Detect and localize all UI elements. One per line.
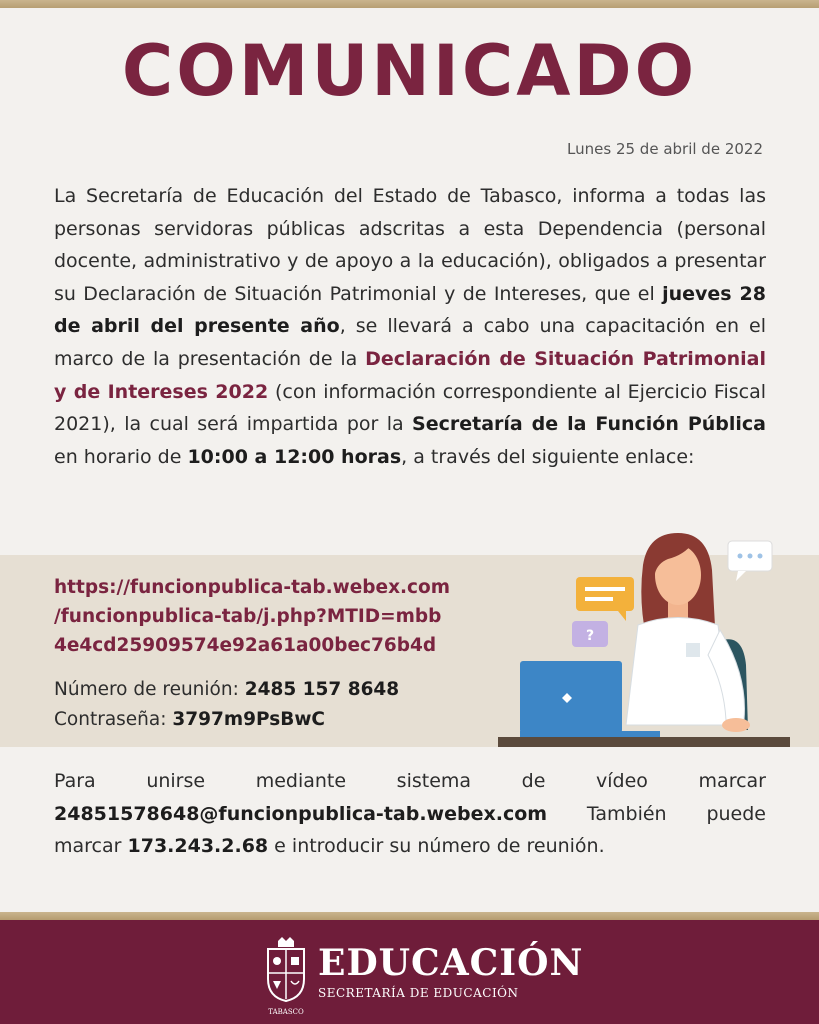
event-date: jueves 28 de abril del presente año — [54, 282, 766, 338]
footer-subtitle: SECRETARÍA DE EDUCACIÓN — [318, 986, 519, 1000]
woman-at-laptop-illustration — [498, 525, 798, 755]
announcement-paragraph — [54, 180, 766, 473]
chat-bubble-icon — [576, 577, 634, 621]
webex-link[interactable] — [54, 573, 504, 660]
meeting-password-value: 3797m9PsBwC — [172, 709, 326, 730]
video-dial-paragraph — [54, 765, 766, 863]
logo-state-label: TABASCO — [268, 1008, 304, 1016]
video-text-3: e introducir su número de reunión. — [268, 835, 605, 858]
body-text-4: en horario de — [54, 445, 188, 468]
body-text-2: , se llevará a cabo una capacitación en el marco de la presentación de la — [54, 315, 766, 370]
ellipsis-bubble-icon — [728, 541, 772, 581]
meeting-number-row — [54, 675, 494, 705]
meeting-password-row — [54, 705, 494, 735]
date-line: Lunes 25 de abril de 2022 — [567, 140, 763, 158]
top-gold-border — [0, 0, 819, 8]
meeting-number-label: Número de reunión: — [54, 679, 245, 700]
body-text-5: , a través del siguiente enlace: — [401, 445, 695, 468]
webex-link-line-1[interactable]: https://funcionpublica-tab.webex.com — [54, 577, 451, 598]
webex-link-line-2[interactable]: /funcionpublica-tab/j.php?MTID=mbb — [54, 606, 442, 627]
event-time: 10:00 a 12:00 horas — [187, 445, 402, 468]
footer-gold-border — [0, 912, 819, 920]
webex-link-line-3[interactable]: 4e4cd25909574e92a61a00bec76b4d — [54, 635, 437, 656]
video-ip: 173.243.2.68 — [127, 835, 269, 858]
coat-of-arms-icon — [262, 935, 310, 1005]
page-title: COMUNICADO — [121, 30, 698, 112]
video-text-2: También puede marcar — [54, 802, 766, 858]
svg-text:?: ? — [585, 628, 595, 644]
video-text-1: Para unirse mediante sistema de vídeo marcar — [54, 770, 766, 792]
footer-brand: EDUCACIÓN — [318, 942, 584, 984]
meeting-credentials — [54, 675, 494, 735]
video-address[interactable]: 24851578648@funcionpublica-tab.webex.com — [54, 802, 548, 825]
question-bubble-icon — [572, 621, 608, 647]
body-text-3: (con información correspondiente al Ejercicio Fiscal 2021), la cual será impartida por la — [54, 380, 766, 436]
declaration-title: Declaración de Situación Patrimonial y de Intereses 2022 — [54, 347, 766, 403]
body-text-1: La Secretaría de Educación del Estado de Tabasco, informa a todas las personas servidoras públicas adscritas a esta Dependencia (personal docente, administrativo y de apoyo a la educación), obligados a presentar su Declaración de Situación Patrimonial y de Intereses, que el — [54, 185, 766, 305]
meeting-number-value: 2485 157 8648 — [244, 679, 400, 700]
organizer-name: Secretaría de la Función Pública — [412, 413, 766, 436]
meeting-password-label: Contraseña: — [54, 709, 173, 730]
